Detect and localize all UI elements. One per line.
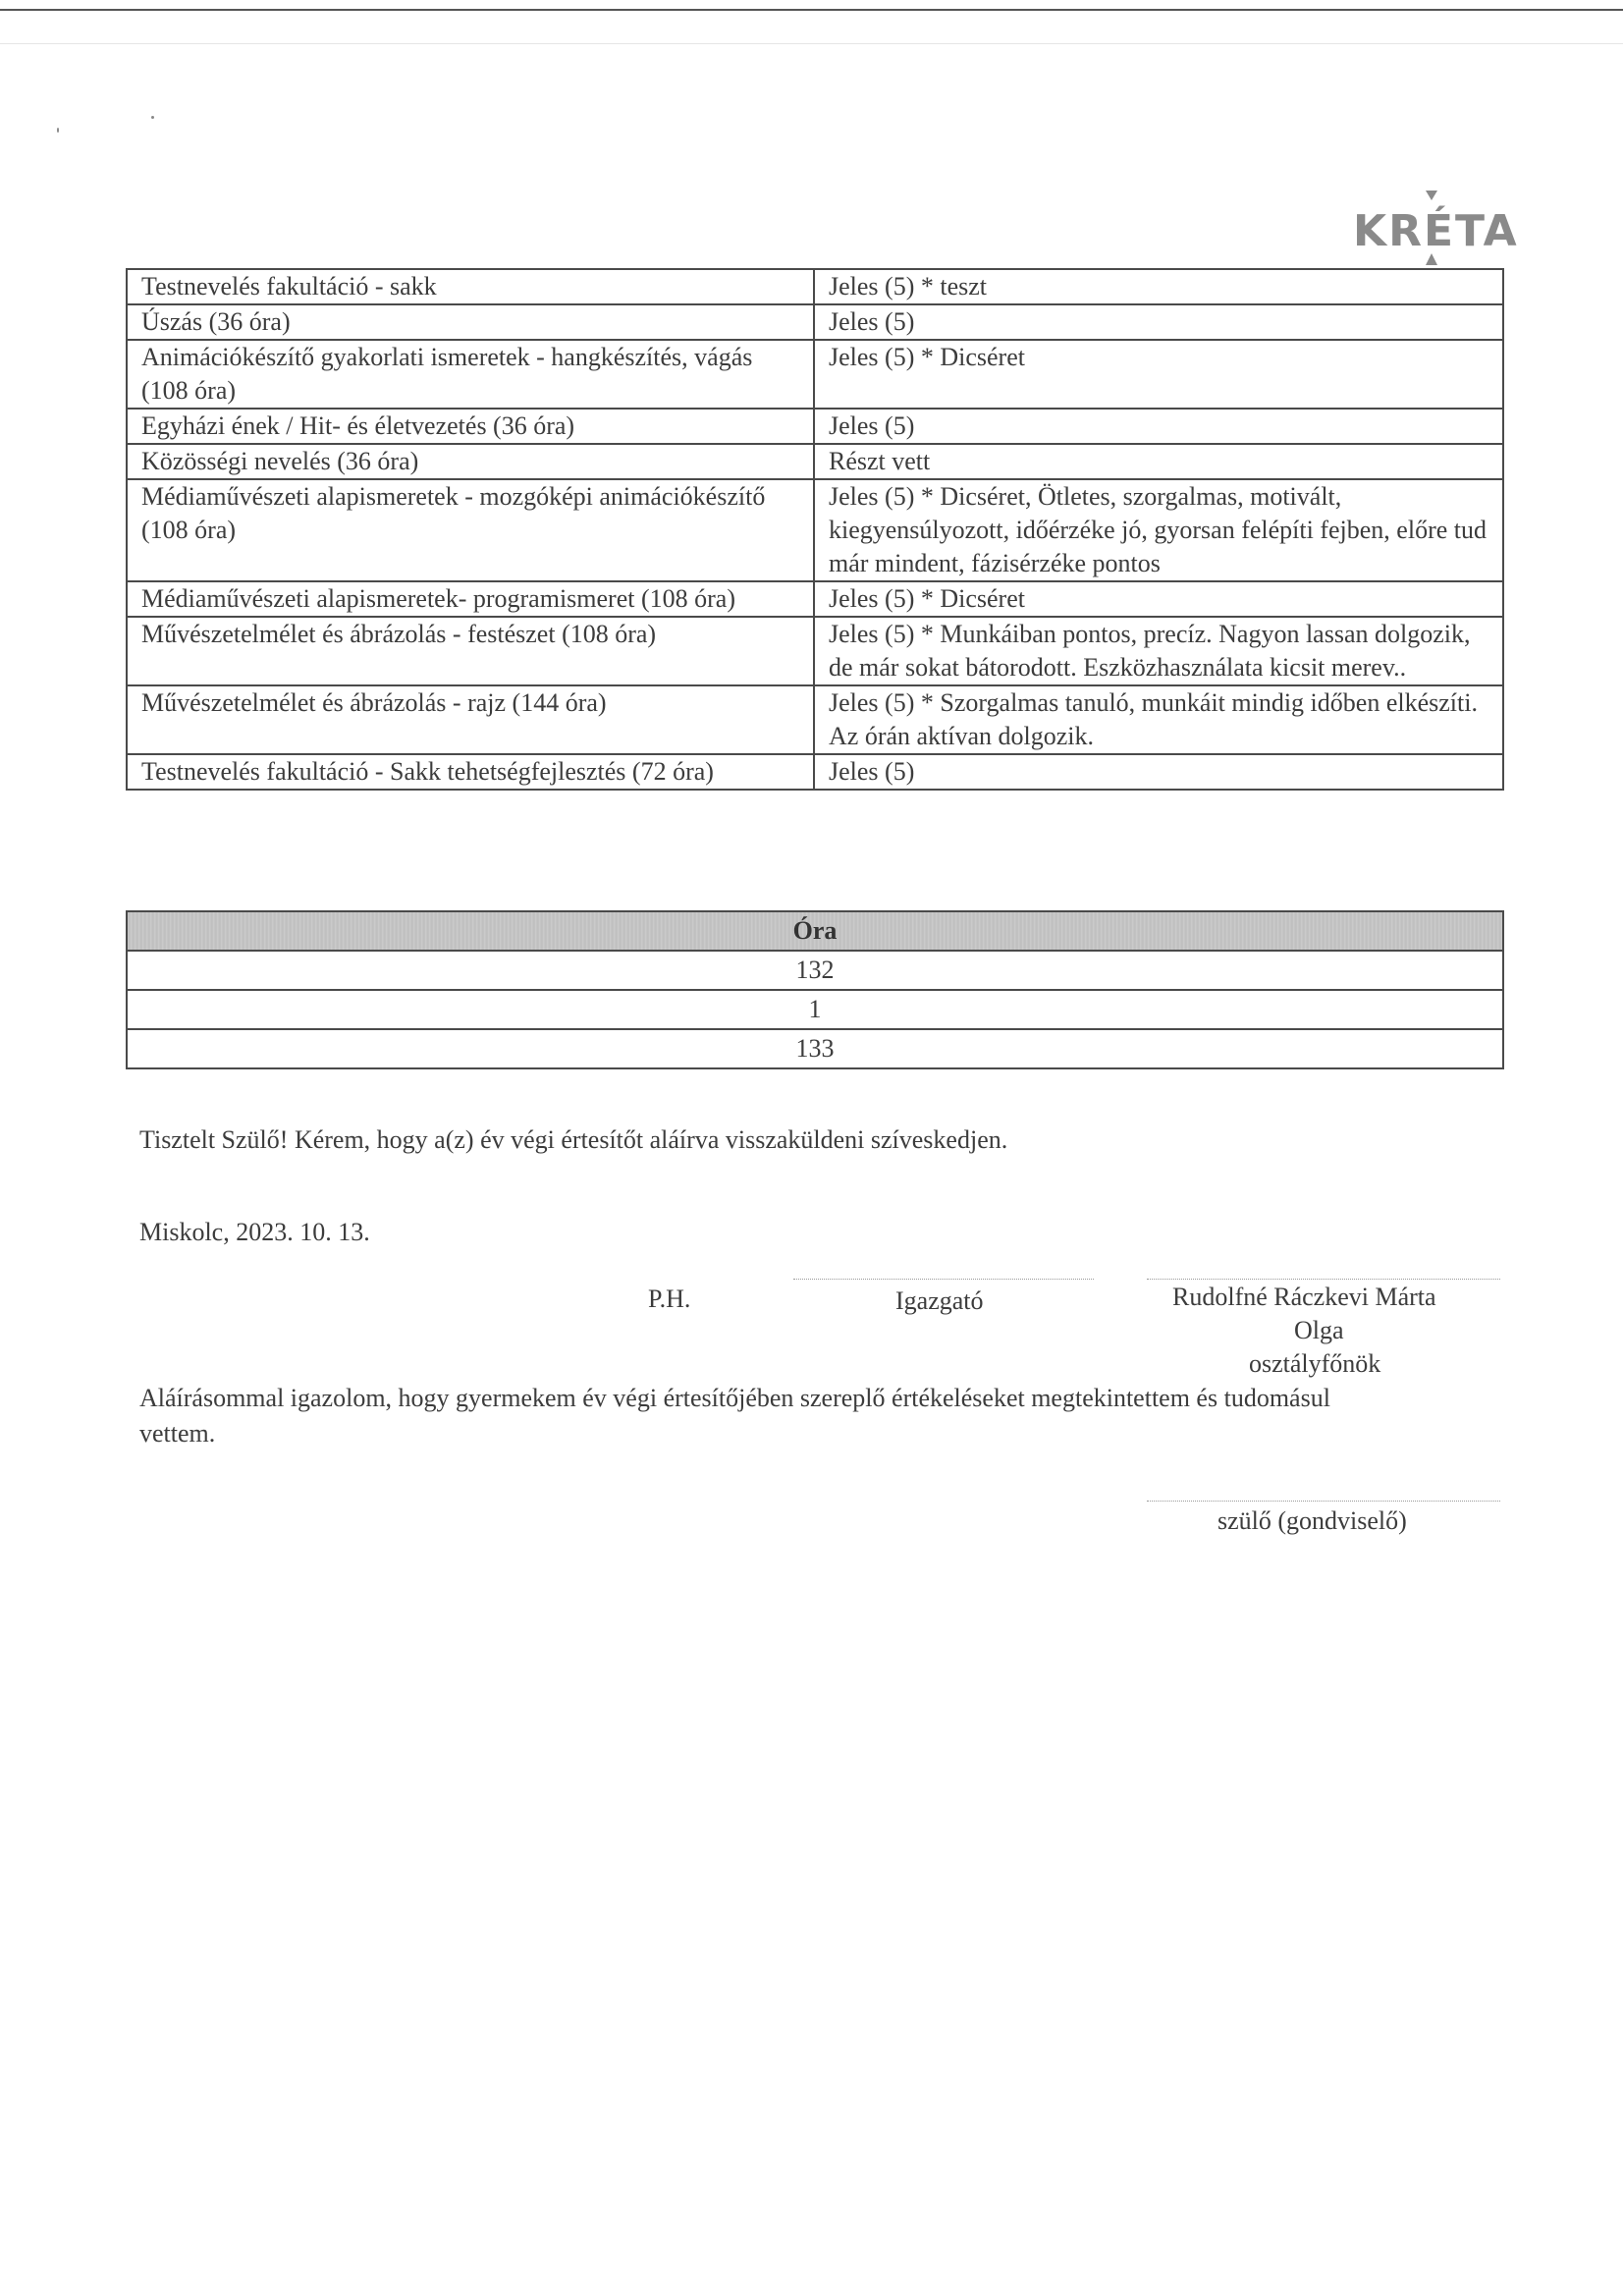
place-date: Miskolc, 2023. 10. 13.	[139, 1218, 370, 1246]
director-signature-line	[793, 1279, 1094, 1280]
grade-cell: Jeles (5)	[814, 754, 1503, 790]
parent-signature-label: szülő (gondviselő)	[1217, 1506, 1407, 1535]
stamp-label: P.H.	[648, 1285, 691, 1313]
subject-cell: Testnevelés fakultáció - Sakk tehetségfejlesztés (72 óra)	[127, 754, 814, 790]
grade-cell: Jeles (5) * Dicséret, Ötletes, szorgalmas, motivált, kiegyensúlyozott, időérzéke jó, gyorsan felépíti fejben, előre tud már mindent, fázisérzéke pontos	[814, 479, 1503, 581]
grade-row	[127, 479, 1503, 581]
subject-cell: Egyházi ének / Hit- és életvezetés (36 óra)	[127, 409, 814, 444]
grade-row	[127, 409, 1503, 444]
grade-cell: Részt vett	[814, 444, 1503, 479]
hours-row	[127, 951, 1503, 990]
grades-table	[126, 268, 1504, 791]
scan-speck	[57, 128, 59, 133]
hours-row	[127, 1029, 1503, 1068]
teacher-name: Rudolfné Ráczkevi Márta	[1172, 1283, 1436, 1311]
hours-value: 1	[127, 990, 1503, 1029]
grade-row	[127, 754, 1503, 790]
scan-speck	[151, 116, 154, 119]
grade-cell: Jeles (5) * teszt	[814, 269, 1503, 304]
grade-row	[127, 617, 1503, 685]
parent-notice: Tisztelt Szülő! Kérem, hogy a(z) év végi értesítőt aláírva visszaküldeni szíveskedjen.	[139, 1125, 1008, 1154]
hours-table	[126, 910, 1504, 1069]
hours-header: Óra	[127, 911, 1503, 951]
grade-cell: Jeles (5) * Szorgalmas tanuló, munkáit mindig időben elkészíti. Az órán aktívan dolgozik.	[814, 685, 1503, 754]
scan-edge-line	[0, 43, 1623, 44]
grade-cell: Jeles (5) * Dicséret	[814, 581, 1503, 617]
subject-cell: Médiaművészeti alapismeretek- programismeret (108 óra)	[127, 581, 814, 617]
hours-row	[127, 990, 1503, 1029]
grade-cell: Jeles (5) * Munkáiban pontos, precíz. Nagyon lassan dolgozik, de már sokat bátorodott. Eszközhasználata kicsit merev..	[814, 617, 1503, 685]
teacher-role: osztályfőnök	[1249, 1349, 1381, 1378]
subject-cell: Művészetelmélet és ábrázolás - festészet (108 óra)	[127, 617, 814, 685]
grade-cell: Jeles (5)	[814, 304, 1503, 340]
grade-row	[127, 269, 1503, 304]
parent-declaration: Aláírásommal igazolom, hogy gyermekem év végi értesítőjében szereplő értékeléseket megtekintettem és tudomásul vettem.	[139, 1384, 1330, 1448]
subject-cell: Testnevelés fakultáció - sakk	[127, 269, 814, 304]
subject-cell: Médiaművészeti alapismeretek - mozgóképi animációkészítő (108 óra)	[127, 479, 814, 581]
grade-row	[127, 340, 1503, 409]
hours-value: 132	[127, 951, 1503, 990]
teacher-name-cont: Olga	[1294, 1316, 1344, 1344]
subject-cell: Úszás (36 óra)	[127, 304, 814, 340]
kreta-logo	[1353, 185, 1519, 273]
subject-cell: Közösségi nevelés (36 óra)	[127, 444, 814, 479]
teacher-signature-line	[1147, 1279, 1500, 1280]
parent-signature-line	[1147, 1501, 1500, 1502]
grade-cell: Jeles (5) * Dicséret	[814, 340, 1503, 409]
grade-row	[127, 304, 1503, 340]
grade-cell: Jeles (5)	[814, 409, 1503, 444]
hours-total: 133	[127, 1029, 1503, 1068]
logo-text: KRÉTA	[1353, 206, 1519, 256]
top-border-line	[0, 9, 1623, 11]
subject-cell: Animációkészítő gyakorlati ismeretek - hangkészítés, vágás (108 óra)	[127, 340, 814, 409]
subject-cell: Művészetelmélet és ábrázolás - rajz (144 óra)	[127, 685, 814, 754]
hours-header-row	[127, 911, 1503, 951]
grade-row	[127, 685, 1503, 754]
director-label: Igazgató	[895, 1286, 984, 1315]
grade-row	[127, 581, 1503, 617]
grade-row	[127, 444, 1503, 479]
